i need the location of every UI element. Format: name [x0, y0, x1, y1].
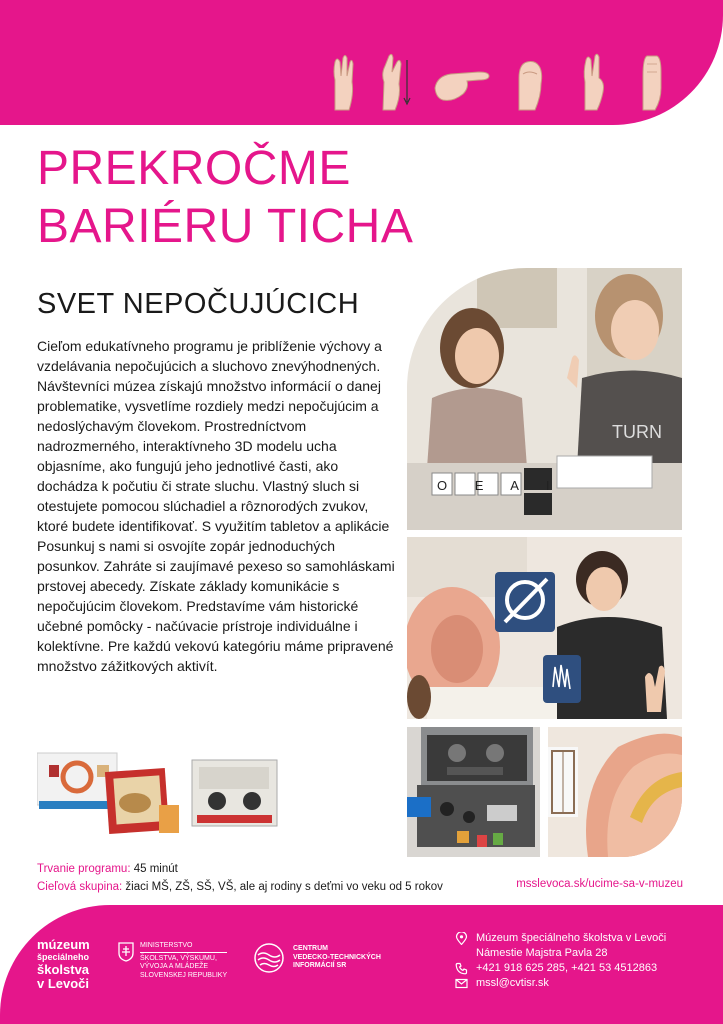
- footer-band: [0, 905, 723, 1024]
- cvti-wave-icon: [253, 943, 285, 973]
- location-icon: [455, 932, 468, 946]
- photo-children-signing: [407, 268, 682, 530]
- hand-sign-icon: [635, 52, 669, 112]
- hand-sign-icon: [377, 52, 411, 112]
- svg-text:TURN: TURN: [612, 422, 662, 442]
- page-title: [37, 140, 413, 256]
- program-url-link[interactable]: msslevoca.sk/ucime-sa-v-muzeu: [516, 878, 683, 890]
- photo-ear-model-demo: [407, 537, 682, 719]
- program-info: [37, 860, 443, 896]
- program-description: Cieľom edukatívneho programu je priblíženie výchovy a vzdelávania nepočujúcich a sluchovo znevýhodnených. Návštevníci múzea získajú množstvo informácií o danej problematike, vysvetlíme rozdiely medzi nepočujúcim a nedoslýchavým človekom. Prostredníctvom nadrozmerného, interaktívneho 3D modelu ucha objasníme, ako fungujú jeho jednotlivé časti, ako dochádza k počutiu či strate sluchu. Vlastný sluch si otestujete pomocou slúchadiel a rôznorodých zvukov, ktoré budete identifikovať. S využitím tabletov a aplikácie Posunkuj s nami si osvojíte zopár jednoduchých posunkov. Zahráte si zaujímavé pexeso so samohláskami prstovej abecedy. Získate základy komunikácie s nepočujúcim človekom. Predstavíme vám historické učebné pomôcky - načúvacie prístroje individuálne i kolektívne. Pre každú vekovú kategóriu máme pripravené množstvo zážitkových aktivít.: [37, 338, 395, 674]
- target-row: [37, 878, 443, 896]
- phone-icon: [455, 962, 468, 976]
- email-row: [455, 976, 666, 991]
- ministry-logo: MINISTERSTVO ŠKOLSTVA, VÝSKUMU, VÝVOJA A MLÁDEŽE SLOVENSKEJ REPUBLIKY: [118, 942, 227, 980]
- hand-sign-icon: [325, 52, 359, 112]
- duration-row: [37, 860, 443, 878]
- phone-numbers[interactable]: +421 918 625 285, +421 53 4512863: [476, 962, 658, 974]
- address-line-2: Námestie Majstra Pavla 28: [476, 947, 608, 959]
- duration-value: 45 minút: [133, 863, 178, 875]
- address-line-1: Múzeum špeciálneho školstva v Levoči: [476, 932, 667, 944]
- photo-hearing-kit: [407, 727, 540, 857]
- vowel-cards: O E A I: [437, 478, 562, 493]
- header-band: [0, 0, 723, 125]
- hand-sign-icon: [433, 52, 493, 112]
- museum-logo: múzeum špeciálneho školstva v Levoči: [37, 937, 90, 991]
- photo-ear-3d-model: [548, 727, 682, 857]
- title-line-1: PREKROČME: [37, 142, 351, 195]
- target-label: Cieľová skupina:: [37, 881, 123, 893]
- title-line-2: BARIÉRU TICHA: [37, 200, 414, 253]
- email-link[interactable]: mssl@cvtisr.sk: [476, 977, 549, 989]
- contact-block: [455, 931, 666, 991]
- page-subtitle: SVET NEPOČUJÚCICH: [37, 288, 360, 320]
- hand-sign-icon: [513, 52, 547, 112]
- target-value: žiaci MŠ, ZŠ, SŠ, VŠ, ale aj rodiny s deťmi vo veku od 5 rokov: [125, 881, 443, 893]
- duration-label: Trvanie programu:: [37, 863, 131, 875]
- coat-of-arms-icon: [118, 942, 134, 962]
- address-row: [455, 931, 666, 961]
- sign-language-hands: [325, 52, 665, 114]
- phone-row: [455, 961, 666, 976]
- hand-sign-icon: [577, 52, 611, 112]
- cvti-logo: CENTRUM VEDECKO-TECHNICKÝCH INFORMÁCIÍ SR: [253, 943, 381, 973]
- historical-aids-illustration: [37, 745, 287, 840]
- mail-icon: [455, 977, 468, 991]
